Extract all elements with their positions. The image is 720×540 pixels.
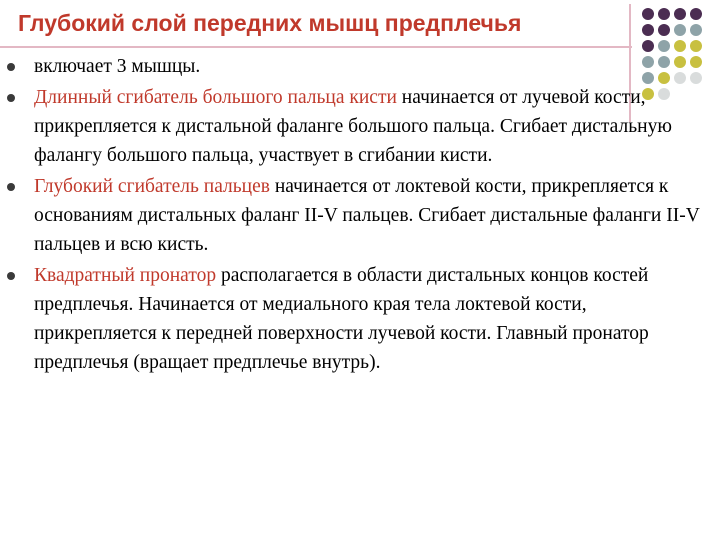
- decorative-dot: [642, 8, 654, 20]
- decorative-dot: [690, 40, 702, 52]
- decorative-dot: [674, 8, 686, 20]
- bullet-text: начинается от лучевой кости, прикрепляется к дистальной фаланге большого пальца. Сгибает дистальную фалангу большого пальца, участвует в сгибании кисти.: [34, 87, 672, 166]
- page-title: Глубокий слой передних мышц предплечья: [18, 10, 522, 36]
- bullet-text: начинается от локтевой кости, прикрепляется к основаниям дистальных фаланг II-V пальцев. Сгибает дистальные фаланги II-V пальцев и всю кисть.: [34, 176, 700, 255]
- muscle-name: Глубокий сгибатель пальцев: [34, 176, 270, 197]
- decorative-dot: [690, 8, 702, 20]
- decorative-dot: [658, 8, 670, 20]
- bullet-text: включает 3 мышцы.: [34, 56, 201, 77]
- bullet-text: располагается в области дистальных концов костей предплечья. Начинается от медиального края тела локтевой кости, прикрепляется к передней поверхности лучевой кости. Главный пронатор предплечья (вращает предплечье внутрь).: [34, 265, 649, 373]
- decorative-dot: [642, 40, 654, 52]
- muscle-name: Квадратный пронатор: [34, 265, 217, 286]
- list-item: [0, 261, 720, 377]
- decorative-dot: [690, 24, 702, 36]
- bullet-icon: [7, 94, 15, 102]
- title-underline: [0, 46, 632, 48]
- muscle-name: Длинный сгибатель большого пальца кисти: [34, 87, 397, 108]
- list-item: [0, 83, 720, 170]
- decorative-dot: [674, 40, 686, 52]
- decorative-dot: [658, 24, 670, 36]
- bullet-icon: [7, 63, 15, 71]
- decorative-dot: [674, 24, 686, 36]
- list-item: [0, 52, 720, 81]
- decorative-dot: [658, 40, 670, 52]
- bullet-icon: [7, 183, 15, 191]
- decorative-dot: [642, 24, 654, 36]
- bullet-list: [0, 52, 720, 379]
- list-item: [0, 172, 720, 259]
- bullet-icon: [7, 272, 15, 280]
